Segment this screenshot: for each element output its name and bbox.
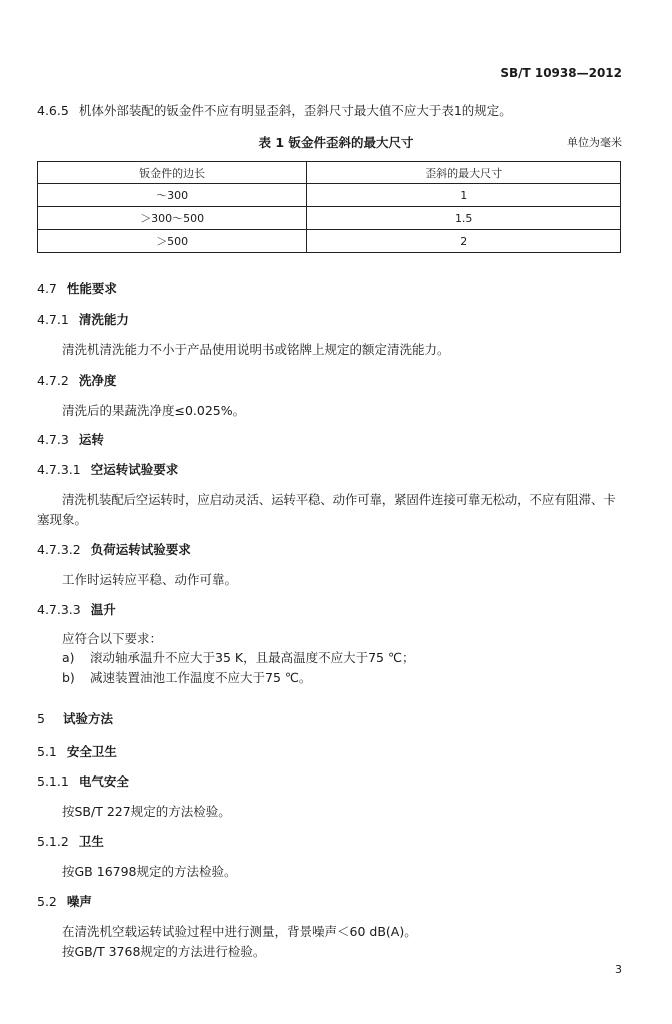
section-number: 4.7.1 [37,312,69,327]
table-row [38,230,621,253]
section-5-2 [37,892,92,910]
table-cell: 1.5 [307,207,621,230]
table-row [38,207,621,230]
section-number: 5 [37,711,45,726]
paragraph: 工作时运转应平稳、动作可靠。 [62,572,238,587]
table-cell: ～300 [38,184,307,207]
list-item [62,668,311,686]
list-item [62,648,415,666]
section-4-7-1 [37,310,129,328]
section-number: 4.7 [37,281,57,296]
paragraph: 清洗后的果蔬洗净度≤0.025%。 [62,403,246,418]
section-number: 5.1.2 [37,834,69,849]
paragraph-line: 清洗机装配后空运转时，应启动灵活、运转平稳、动作可靠，紧固件连接可靠无松动，不应有阻滞、卡 [62,492,616,507]
table-cell: 1 [307,184,621,207]
paragraph-line: 按GB/T 3768规定的方法进行检验。 [62,944,266,959]
section-4-7-3 [37,430,104,448]
section-5-1-2 [37,832,104,850]
clause-number: 4.6.5 [37,103,69,118]
table-cell: ＞500 [38,230,307,253]
section-4-7-3-3 [37,600,116,618]
section-title: 运转 [78,432,104,447]
section-4-7-2 [37,371,116,389]
section-number: 5.1.1 [37,774,69,789]
section-4-7 [37,279,117,297]
section-4-7-3-1 [37,460,178,478]
section-5-1 [37,742,117,760]
section-title: 试验方法 [62,711,113,726]
page-number: 3 [615,963,622,976]
paragraph-line: 在清洗机空载运转试验过程中进行测量，背景噪声＜60 dB(A)。 [62,924,417,939]
sheet-metal-skew-table [37,161,621,253]
table-caption: 表 1 钣金件歪斜的最大尺寸 [258,135,414,150]
column-header-edge-length: 钣金件的边长 [38,162,307,184]
paragraph: 清洗机清洗能力不小于产品使用说明书或铭牌上规定的额定清洗能力。 [62,342,450,357]
section-4-7-3-2 [37,540,191,558]
column-header-max-skew: 歪斜的最大尺寸 [307,162,621,184]
table-header-row [38,162,621,184]
list-item-label: b) [62,670,75,685]
list-item-text: 滚动轴承温升不应大于35 K，且最高温度不应大于75 ℃； [90,650,415,665]
table-cell: 2 [307,230,621,253]
section-number: 4.7.3 [37,432,69,447]
section-title: 温升 [90,602,116,617]
section-number: 4.7.3.3 [37,602,81,617]
section-number: 4.7.3.1 [37,462,81,477]
section-title: 空运转试验要求 [90,462,179,477]
section-title: 电气安全 [78,774,129,789]
paragraph: 按GB 16798规定的方法检验。 [62,864,237,879]
list-item-label: a) [62,650,75,665]
table-row [38,184,621,207]
section-5 [37,709,113,727]
section-5-1-1 [37,772,129,790]
paragraph: 按SB/T 227规定的方法检验。 [62,804,231,819]
standard-code: SB/T 10938—2012 [500,66,622,80]
section-title: 清洗能力 [78,312,129,327]
section-title: 卫生 [78,834,104,849]
section-title: 性能要求 [66,281,117,296]
paragraph-line: 塞现象。 [37,512,88,527]
clause-text: 机体外部装配的钣金件不应有明显歪斜，歪斜尺寸最大值不应大于表1的规定。 [78,103,512,118]
list-item-text: 减速装置油池工作温度不应大于75 ℃。 [90,670,312,685]
section-title: 安全卫生 [66,744,117,759]
section-title: 噪声 [66,894,92,909]
section-title: 洗净度 [78,373,117,388]
clause-4-6-5 [37,101,512,119]
section-number: 5.2 [37,894,57,909]
table-unit: 单位为毫米 [567,136,622,149]
section-title: 负荷运转试验要求 [90,542,191,557]
paragraph: 应符合以下要求： [62,631,163,646]
section-number: 5.1 [37,744,57,759]
section-number: 4.7.3.2 [37,542,81,557]
section-number: 4.7.2 [37,373,69,388]
table-cell: ＞300～500 [38,207,307,230]
